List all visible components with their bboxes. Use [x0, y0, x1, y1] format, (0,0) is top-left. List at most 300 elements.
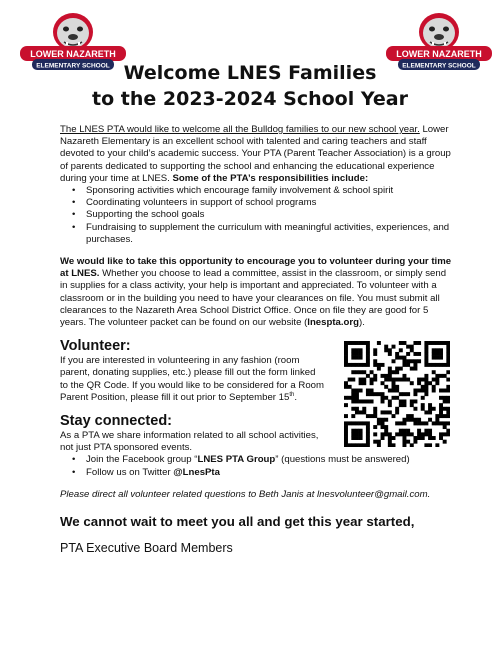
qr-module	[366, 356, 370, 360]
qr-module	[395, 396, 399, 400]
qr-module	[370, 370, 374, 374]
qr-module	[424, 429, 428, 433]
qr-module	[399, 367, 403, 371]
qr-module	[395, 367, 399, 371]
qr-module	[413, 418, 417, 422]
qr-module	[344, 436, 348, 440]
qr-module	[355, 363, 359, 367]
qr-module	[443, 422, 447, 426]
qr-module	[435, 418, 439, 422]
encourage-text: Whether you choose to lead a committee, assist in the classroom, or simply send in supplies for a class activity, your help is important and appreciated. To volunteer with a classroom or in the building you need to have your clearances on file. You must submit all clearances to the Nazareth Area School District Office. Once on file they are good for 5 years. The volunteer packet can be found on our website (	[60, 268, 447, 329]
qr-module	[439, 389, 443, 393]
qr-module	[443, 396, 447, 400]
qr-module	[402, 356, 406, 360]
stay-connected-text: As a PTA we share information related to all school activities, not just PTA sponsored events.	[60, 430, 319, 454]
qr-module	[395, 407, 399, 411]
qr-module	[428, 341, 432, 345]
qr-module	[344, 360, 348, 364]
contact-note: Please direct all volunteer related questions to Beth Janis at lnesvolunteer@gmail.com.	[60, 488, 431, 500]
qr-module	[359, 389, 363, 393]
qr-module	[446, 389, 450, 393]
qr-module	[410, 414, 414, 418]
qr-module	[439, 436, 443, 440]
qr-module	[351, 341, 355, 345]
qr-module	[348, 378, 352, 382]
qr-module	[417, 418, 421, 422]
qr-module	[413, 363, 417, 367]
qr-module	[410, 367, 414, 371]
qr-module	[370, 378, 374, 382]
qr-module	[406, 360, 410, 364]
qr-module	[395, 389, 399, 393]
qr-module	[348, 422, 352, 426]
qr-module	[443, 414, 447, 418]
qr-module	[366, 360, 370, 364]
qr-module	[410, 360, 414, 364]
closing-line: We cannot wait to meet you all and get this year started,	[60, 514, 415, 530]
qr-module	[370, 381, 374, 385]
qr-module	[402, 392, 406, 396]
qr-module	[384, 385, 388, 389]
qr-module	[381, 392, 385, 396]
qr-module	[402, 363, 406, 367]
qr-module	[351, 414, 355, 418]
qr-module	[432, 436, 436, 440]
qr-module	[373, 407, 377, 411]
qr-module	[428, 403, 432, 407]
qr-module	[439, 349, 443, 353]
qr-module	[410, 418, 414, 422]
qr-module	[359, 444, 363, 448]
volunteer-text-1: If you are interested in volunteering in any fashion (room parent, donating supplies, etc.) please fill out the form linked to the QR Code	[60, 355, 316, 391]
qr-module	[355, 349, 359, 353]
volunteer-sup: th	[289, 391, 295, 398]
qr-module	[439, 407, 443, 411]
qr-module	[421, 396, 425, 400]
qr-module	[373, 363, 377, 367]
qr-module	[348, 341, 352, 345]
qr-module	[351, 422, 355, 426]
qr-module	[421, 422, 425, 426]
qr-module	[366, 392, 370, 396]
qr-module	[373, 411, 377, 415]
qr-module	[413, 341, 417, 345]
qr-module	[446, 356, 450, 360]
qr-module	[435, 444, 439, 448]
qr-module	[432, 349, 436, 353]
qr-module	[435, 341, 439, 345]
qr-module	[402, 422, 406, 426]
qr-module	[388, 436, 392, 440]
list-item: • Supporting the school goals	[86, 209, 456, 221]
intro-bold: Some of the PTA’s responsibilities include:	[172, 172, 369, 184]
title-line-2: to the 2023-2024 School Year	[92, 88, 408, 110]
qr-module	[435, 352, 439, 356]
qr-module	[355, 396, 359, 400]
qr-module	[359, 356, 363, 360]
qr-module	[446, 360, 450, 364]
qr-module	[395, 378, 399, 382]
qr-module	[392, 444, 396, 448]
qr-module	[344, 381, 348, 385]
qr-module	[384, 374, 388, 378]
qr-module	[424, 349, 428, 353]
qr-module	[377, 341, 381, 345]
qr-module	[413, 407, 417, 411]
qr-module	[351, 444, 355, 448]
qr-module	[432, 389, 436, 393]
qr-module	[439, 422, 443, 426]
qr-module	[432, 363, 436, 367]
qr-module	[384, 349, 388, 353]
qr-module	[446, 370, 450, 374]
qr-module	[392, 360, 396, 364]
qr-module	[424, 433, 428, 437]
qr-module	[351, 356, 355, 360]
qr-code[interactable]	[344, 341, 450, 447]
qr-module	[359, 341, 363, 345]
qr-module	[424, 389, 428, 393]
qr-module	[344, 341, 348, 345]
qr-module	[421, 389, 425, 393]
qr-module	[344, 349, 348, 353]
qr-module	[399, 341, 403, 345]
qr-module	[435, 414, 439, 418]
qr-module	[384, 429, 388, 433]
encourage-bold: We would like to take this opportunity to encourage you to volunteer during your time at LNES.	[60, 256, 452, 280]
qr-module	[392, 389, 396, 393]
qr-module	[446, 400, 450, 404]
qr-module	[432, 370, 436, 374]
qr-module	[388, 349, 392, 353]
qr-module	[428, 436, 432, 440]
qr-module	[388, 374, 392, 378]
qr-module	[388, 400, 392, 404]
qr-module	[432, 341, 436, 345]
qr-module	[384, 425, 388, 429]
qr-module	[446, 411, 450, 415]
qr-module	[384, 433, 388, 437]
qr-module	[421, 436, 425, 440]
qr-module	[392, 436, 396, 440]
volunteer-text	[60, 355, 325, 404]
qr-module	[392, 345, 396, 349]
qr-module	[366, 433, 370, 437]
volunteer-heading: Volunteer:	[60, 338, 131, 355]
qr-module	[381, 436, 385, 440]
qr-module	[344, 352, 348, 356]
qr-module	[402, 341, 406, 345]
qr-module	[362, 400, 366, 404]
qr-module	[446, 407, 450, 411]
qr-module	[402, 378, 406, 382]
qr-module	[366, 389, 370, 393]
qr-module	[413, 360, 417, 364]
encourage-end: ).	[359, 317, 365, 329]
qr-module	[381, 363, 385, 367]
qr-module	[351, 370, 355, 374]
qr-module	[413, 440, 417, 444]
qr-module	[388, 411, 392, 415]
qr-module	[439, 363, 443, 367]
qr-module	[373, 349, 377, 353]
qr-module	[417, 429, 421, 433]
qr-module	[392, 385, 396, 389]
qr-module	[446, 345, 450, 349]
qr-module	[351, 392, 355, 396]
qr-module	[392, 414, 396, 418]
qr-module	[446, 433, 450, 437]
encourage-paragraph	[60, 256, 456, 329]
qr-module	[344, 403, 348, 407]
qr-module	[424, 356, 428, 360]
qr-module	[395, 433, 399, 437]
qr-module	[406, 433, 410, 437]
qr-module	[377, 440, 381, 444]
qr-module	[424, 422, 428, 426]
qr-module	[402, 433, 406, 437]
qr-module	[395, 352, 399, 356]
qr-module	[366, 414, 370, 418]
qr-module	[395, 422, 399, 426]
qr-module	[355, 436, 359, 440]
qr-module	[362, 381, 366, 385]
qr-module	[366, 352, 370, 356]
qr-module	[381, 411, 385, 415]
qr-module	[443, 440, 447, 444]
twitter-handle[interactable]: @LnesPta	[173, 466, 220, 478]
qr-module	[428, 407, 432, 411]
qr-module	[388, 367, 392, 371]
qr-module	[344, 433, 348, 437]
qr-module	[399, 356, 403, 360]
qr-module	[359, 378, 363, 382]
qr-module	[355, 389, 359, 393]
qr-module	[428, 418, 432, 422]
qr-module	[417, 381, 421, 385]
qr-module	[446, 422, 450, 426]
qr-module	[351, 349, 355, 353]
qr-module	[370, 414, 374, 418]
qr-module	[446, 378, 450, 382]
qr-module	[417, 341, 421, 345]
qr-module	[392, 396, 396, 400]
qr-module	[406, 414, 410, 418]
qr-module	[344, 422, 348, 426]
intro-paragraph	[60, 124, 456, 185]
qr-module	[359, 370, 363, 374]
qr-module	[446, 385, 450, 389]
qr-module	[392, 381, 396, 385]
qr-module	[359, 429, 363, 433]
qr-module	[399, 403, 403, 407]
facebook-group[interactable]: LNES PTA Group	[197, 454, 276, 466]
qr-module	[355, 400, 359, 404]
qr-module	[373, 378, 377, 382]
qr-module	[410, 349, 414, 353]
qr-module	[443, 374, 447, 378]
responsibilities-list	[60, 185, 456, 246]
qr-module	[366, 345, 370, 349]
qr-module	[424, 374, 428, 378]
volunteer-section	[60, 337, 456, 479]
qr-module	[406, 440, 410, 444]
qr-module	[344, 356, 348, 360]
qr-module	[351, 429, 355, 433]
qr-module	[366, 429, 370, 433]
qr-module	[402, 400, 406, 404]
qr-module	[406, 378, 410, 382]
qr-module	[344, 385, 348, 389]
qr-module	[366, 374, 370, 378]
qr-module	[446, 349, 450, 353]
qr-module	[395, 356, 399, 360]
qr-module	[446, 396, 450, 400]
qr-module	[435, 378, 439, 382]
qr-module	[446, 352, 450, 356]
qr-module	[355, 444, 359, 448]
qr-module	[359, 436, 363, 440]
qr-module	[443, 389, 447, 393]
qr-module	[366, 440, 370, 444]
qr-module	[373, 352, 377, 356]
qr-module	[366, 341, 370, 345]
qr-module	[402, 374, 406, 378]
qr-module	[406, 429, 410, 433]
qr-module	[413, 400, 417, 404]
qr-module	[417, 433, 421, 437]
qr-module	[351, 396, 355, 400]
qr-module	[388, 378, 392, 382]
list-item: • Coordinating volunteers in support of school programs	[86, 197, 456, 209]
qr-module	[432, 385, 436, 389]
qr-module	[355, 429, 359, 433]
qr-module	[443, 407, 447, 411]
qr-module	[439, 374, 443, 378]
qr-module	[344, 425, 348, 429]
qr-module	[370, 400, 374, 404]
qr-module	[351, 363, 355, 367]
qr-module	[446, 429, 450, 433]
qr-module	[355, 370, 359, 374]
qr-module	[381, 381, 385, 385]
facebook-pre: Join the Facebook group “	[86, 454, 198, 466]
qr-module	[439, 403, 443, 407]
qr-module	[377, 422, 381, 426]
qr-module	[395, 370, 399, 374]
qr-module	[399, 349, 403, 353]
qr-module	[344, 396, 348, 400]
qr-module	[413, 367, 417, 371]
qr-module	[417, 352, 421, 356]
qr-module	[417, 389, 421, 393]
qr-module	[366, 425, 370, 429]
qr-module	[388, 403, 392, 407]
qr-module	[410, 444, 414, 448]
qr-module	[362, 422, 366, 426]
qr-module	[381, 374, 385, 378]
qr-module	[402, 429, 406, 433]
qr-module	[406, 392, 410, 396]
volunteer-text-2: . If you would like to be considered for a Room Parent Position, please fill it out prior to September 15	[60, 379, 324, 403]
facebook-post: ” (questions must be answered)	[275, 454, 410, 466]
list-item	[86, 454, 456, 466]
qr-module	[417, 436, 421, 440]
qr-module	[355, 341, 359, 345]
qr-module	[344, 440, 348, 444]
qr-module	[446, 414, 450, 418]
qr-module	[428, 433, 432, 437]
qr-module	[413, 389, 417, 393]
qr-module	[377, 392, 381, 396]
qr-module	[432, 352, 436, 356]
qr-module	[402, 436, 406, 440]
qr-module	[424, 385, 428, 389]
list-item: • Sponsoring activities which encourage family involvement & school spirit	[86, 185, 456, 197]
qr-module	[428, 444, 432, 448]
qr-module	[359, 422, 363, 426]
logo-line1: LOWER NAZARETH	[396, 49, 482, 59]
qr-module	[359, 411, 363, 415]
qr-module	[388, 433, 392, 437]
qr-module	[366, 444, 370, 448]
qr-module	[439, 433, 443, 437]
qr-module	[370, 392, 374, 396]
qr-module	[439, 411, 443, 415]
qr-module	[428, 411, 432, 415]
qr-module	[362, 363, 366, 367]
qr-module	[432, 356, 436, 360]
qr-module	[351, 389, 355, 393]
title-line-1: Welcome LNES Families	[123, 62, 377, 84]
qr-module	[424, 411, 428, 415]
qr-module	[348, 444, 352, 448]
qr-module	[355, 422, 359, 426]
qr-module	[410, 345, 414, 349]
qr-module	[439, 341, 443, 345]
qr-module	[344, 363, 348, 367]
qr-module	[373, 433, 377, 437]
qr-module	[428, 381, 432, 385]
qr-module	[359, 352, 363, 356]
website-link[interactable]: lnespta.org	[307, 317, 359, 329]
qr-module	[388, 389, 392, 393]
qr-module	[392, 370, 396, 374]
logo-line2: ELEMENTARY SCHOOL	[402, 62, 476, 70]
qr-module	[432, 407, 436, 411]
qr-module	[406, 418, 410, 422]
qr-module	[406, 363, 410, 367]
qr-module	[395, 385, 399, 389]
qr-module	[413, 392, 417, 396]
qr-module	[377, 444, 381, 448]
qr-module	[377, 363, 381, 367]
qr-module	[366, 422, 370, 426]
qr-module	[443, 400, 447, 404]
qr-module	[381, 433, 385, 437]
qr-module	[421, 378, 425, 382]
qr-module	[421, 385, 425, 389]
qr-module	[428, 363, 432, 367]
qr-module	[344, 345, 348, 349]
logo-line2: ELEMENTARY SCHOOL	[36, 62, 110, 70]
intro-welcome: The LNES PTA would like to welcome all the Bulldog families to our new school year.	[60, 124, 420, 135]
stay-connected-heading: Stay connected:	[60, 413, 172, 430]
qr-module	[381, 425, 385, 429]
social-list	[60, 454, 456, 478]
qr-module	[373, 360, 377, 364]
twitter-pre: Follow us on Twitter	[86, 466, 174, 478]
